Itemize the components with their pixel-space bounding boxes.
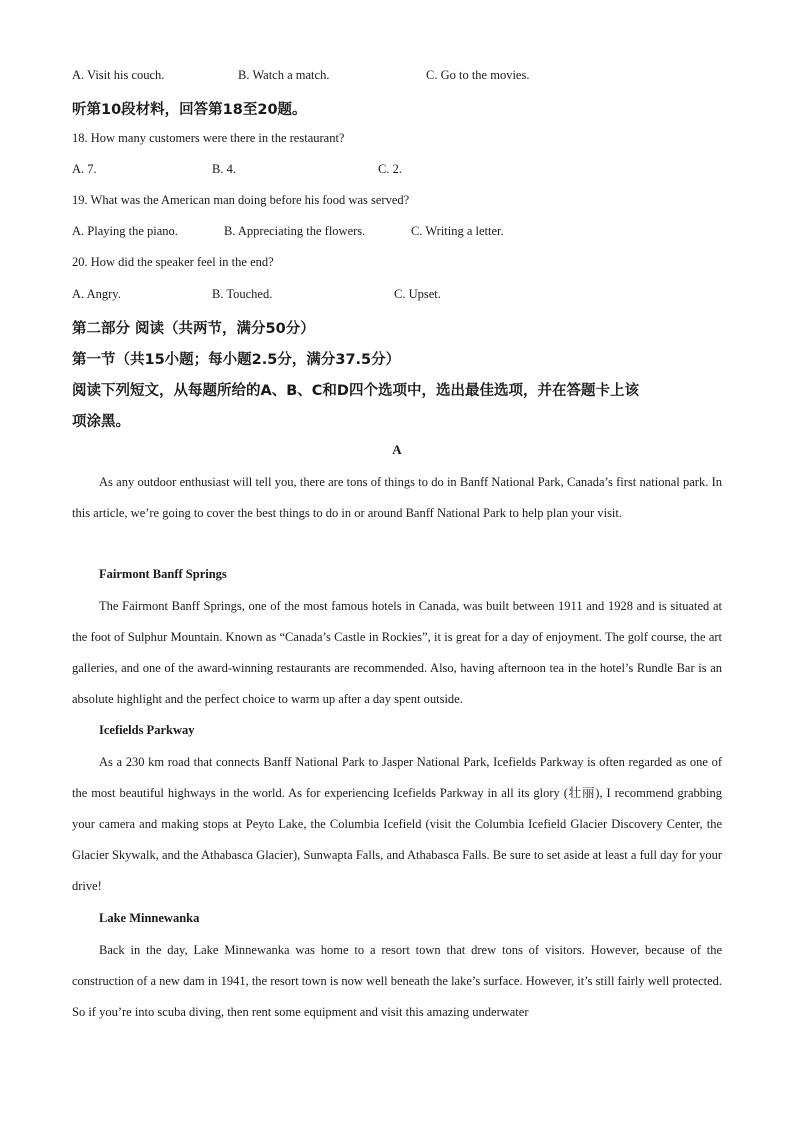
q17-option-b: B. Watch a match. bbox=[238, 68, 330, 82]
icefields-text: As a 230 km road that connects Banff National Park to Jasper National Park, Icefields Parkway is often regarded as one of the most beautiful highways in the world. As for experiencing Icefields Parkway in all its glory (壮丽), I recommend grabbing your camera and making stops at Peyto Lake, the Columbia Icefield (visit the Columbia Icefield Glacier Discovery Center, the Glacier Skywalk, and the Athabasca Glacier), Sunwapta Falls, and Athabasca Falls. Be sure to set aside at least a full day for your drive! bbox=[72, 755, 722, 893]
q19-option-a: A. Playing the piano. bbox=[72, 224, 178, 238]
fairmont-paragraph bbox=[72, 591, 722, 715]
q20-option-b: B. Touched. bbox=[212, 287, 273, 301]
q18-option-c: C. 2. bbox=[378, 162, 402, 176]
q20-option-c: C. Upset. bbox=[394, 287, 441, 301]
q19-options bbox=[72, 224, 722, 240]
q20-options bbox=[72, 287, 722, 303]
part2-title: 第二部分 阅读（共两节，满分50分） bbox=[72, 321, 315, 337]
intro-paragraph bbox=[72, 467, 722, 529]
icefields-paragraph bbox=[72, 747, 722, 902]
q17-option-c: C. Go to the movies. bbox=[426, 68, 530, 82]
minnewanka-paragraph bbox=[72, 935, 722, 1028]
q17-options bbox=[72, 68, 722, 84]
q20-option-a: A. Angry. bbox=[72, 287, 121, 301]
q18-options bbox=[72, 162, 722, 178]
q19-option-c: C. Writing a letter. bbox=[411, 224, 504, 238]
q20-stem: 20. How did the speaker feel in the end? bbox=[72, 255, 274, 269]
q18-option-b: B. 4. bbox=[212, 162, 236, 176]
q18-option-a: A. 7. bbox=[72, 162, 97, 176]
reading-instructions-line1: 阅读下列短文，从每题所给的A、B、C和D四个选项中，选出最佳选项，并在答题卡上该 bbox=[72, 383, 639, 399]
heading-fairmont: Fairmont Banff Springs bbox=[99, 567, 227, 581]
reading-instructions-line2: 项涂黑。 bbox=[72, 414, 130, 430]
heading-icefields: Icefields Parkway bbox=[99, 723, 195, 737]
intro-text: As any outdoor enthusiast will tell you, there are tons of things to do in Banff National Park, Canada’s first national park. In this article, we’re going to cover the best things to do in or around Banff National Park to help plan your visit. bbox=[72, 475, 722, 520]
section1-title: 第一节（共15小题；每小题2.5分，满分37.5分） bbox=[72, 352, 401, 368]
minnewanka-text: Back in the day, Lake Minnewanka was home to a resort town that drew tons of visitors. However, because of the construction of a new dam in 1941, the resort town is now well beneath the lake’s surface. However, it’s still fairly well protected. So if you’re into scuba diving, then rent some equipment and visit this amazing underwater bbox=[72, 943, 723, 1019]
heading-minnewanka: Lake Minnewanka bbox=[99, 911, 200, 925]
section10-instruction: 听第10段材料，回答第18至20题。 bbox=[72, 102, 307, 118]
passage-letter: A bbox=[392, 442, 402, 457]
q18-stem: 18. How many customers were there in the restaurant? bbox=[72, 131, 345, 145]
q19-stem: 19. What was the American man doing before his food was served? bbox=[72, 193, 410, 207]
q19-option-b: B. Appreciating the flowers. bbox=[224, 224, 366, 238]
fairmont-text: The Fairmont Banff Springs, one of the most famous hotels in Canada, was built between 1911 and 1928 and is situated at the foot of Sulphur Mountain. Known as “Canada’s Castle in Rockies”, it is great for a day of enjoyment. The golf course, the art galleries, and one of the award-winning restaurants are recommended. Also, having afternoon tea in the hotel’s Rundle Bar is an absolute highlight and the perfect choice to warm up after a day spent outside. bbox=[72, 599, 722, 706]
q17-option-a: A. Visit his couch. bbox=[72, 68, 165, 82]
